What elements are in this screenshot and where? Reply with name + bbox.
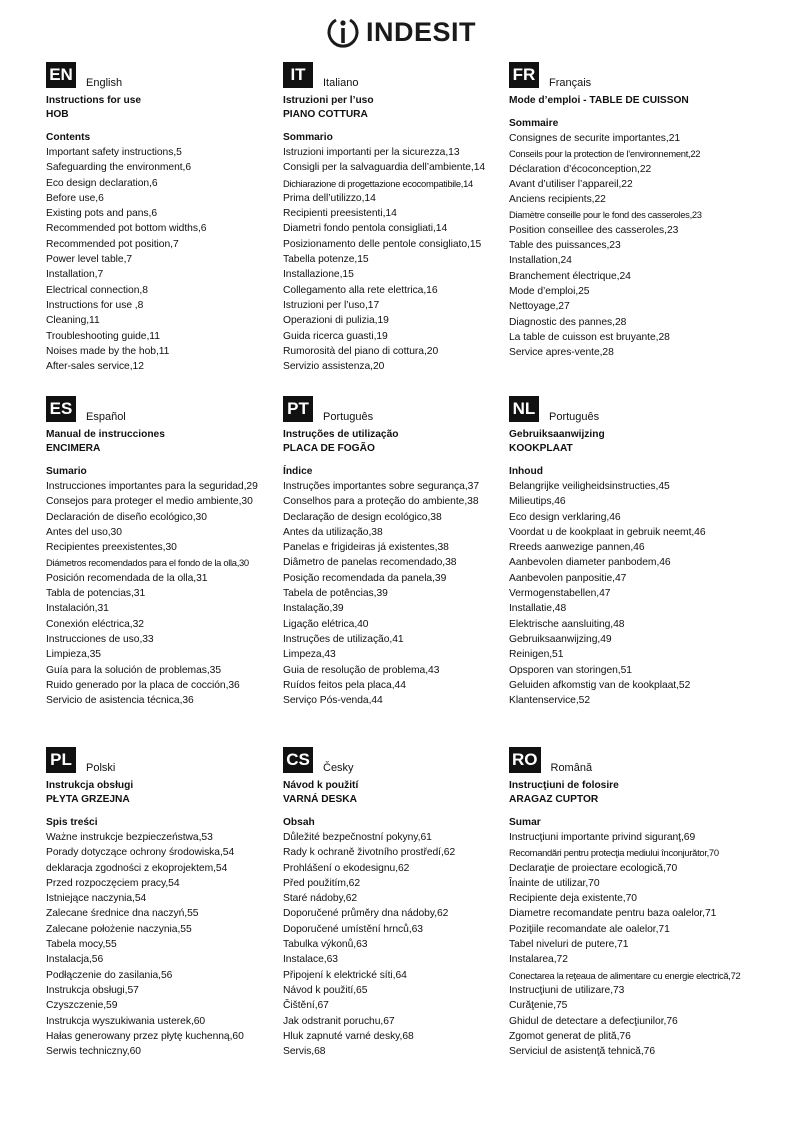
contents-item: Ruido generado por la placa de cocción,36: [46, 679, 240, 691]
contents-item: Belangrijke veiligheidsinstructies,45: [509, 481, 670, 492]
contents-item: Doporučené průměry dna nádoby,62: [283, 908, 449, 920]
language-header: [283, 394, 523, 422]
contents-item: Recipiente deja existente,70: [509, 893, 637, 905]
contents-item: Troubleshooting guide,11: [46, 330, 160, 342]
contents-item: Anciens recipients,22: [509, 194, 606, 206]
contents-heading: Índice: [283, 466, 313, 477]
contents-item: La table de cuisson est bruyante,28: [509, 331, 670, 343]
contents-list: [283, 830, 523, 1059]
contents-item: Ważne instrukcje bezpieczeństwa,53: [46, 832, 213, 843]
language-header: [283, 745, 523, 773]
contents-item: Branchement électrique,24: [509, 270, 631, 282]
contents-item: Table des puissances,23: [509, 240, 621, 252]
contents-item: Istniejące naczynia,54: [46, 893, 147, 905]
contents-item: Reinigen,51: [509, 649, 564, 661]
contents-item: Collegamento alla rete elettrica,16: [283, 284, 438, 296]
brand-logo: [0, 12, 802, 52]
contents-item: Serwis techniczny,60: [46, 1046, 141, 1058]
manual-title: Istruzioni per l’uso: [283, 95, 374, 106]
contents-item: Tabulka výkonů,63: [283, 939, 368, 951]
contents-item: Czyszczenie,59: [46, 1000, 118, 1012]
contents-item: Istruzioni importanti per la sicurezza,13: [283, 147, 460, 158]
contents-item: Diametri fondo pentola consigliati,14: [283, 223, 448, 235]
contents-item: Consigli per la salvaguardia dell’ambiente,14: [283, 162, 486, 174]
contents-item: Recommended pot bottom widths,6: [46, 223, 207, 235]
contents-item: Conselhos para a proteção do ambiente,38: [283, 496, 479, 508]
contents-heading: Spis treści: [46, 817, 98, 828]
contents-list: [509, 830, 749, 1059]
contents-item: Antes del uso,30: [46, 526, 122, 538]
contents-item: Serviço Pós-venda,44: [283, 695, 383, 707]
contents-item: Panelas e frigideiras já existentes,38: [283, 542, 449, 554]
language-header: [46, 60, 286, 88]
contents-item: Rumorosità del piano di cottura,20: [283, 345, 439, 357]
contents-heading: Sumario: [46, 466, 87, 477]
language-code-badge: NL: [509, 396, 539, 422]
contents-item: Nettoyage,27: [509, 301, 570, 313]
contents-item: Istruzioni per l’uso,17: [283, 299, 380, 311]
language-code-badge: EN: [46, 62, 76, 88]
contents-item: Dichiarazione di progettazione ecocompatibile,14: [283, 177, 473, 189]
contents-heading: Contents: [46, 132, 91, 143]
manual-subtitle: KOOKPLAAT: [509, 443, 573, 454]
contents-item: Installation,7: [46, 269, 104, 281]
contents-item: Instruções importantes sobre segurança,37: [283, 481, 479, 492]
contents-item: Conexión eléctrica,32: [46, 618, 144, 630]
language-code-badge: FR: [509, 62, 539, 88]
contents-item: Posizionamento delle pentole consigliato,15: [283, 238, 482, 250]
manual-title: Instruções de utilização: [283, 429, 399, 440]
language-header: [283, 60, 523, 88]
contents-item: Důležité bezpečnostní pokyny,61: [283, 832, 432, 843]
manual-subtitle: ENCIMERA: [46, 443, 101, 454]
contents-item: After-sales service,12: [46, 361, 144, 373]
contents-item: Gebruiksaanwijzing,49: [509, 633, 612, 645]
contents-item: Geluiden afkomstig van de kookplaat,52: [509, 679, 691, 691]
language-header: [46, 745, 286, 773]
manual-subtitle: PŁYTA GRZEJNA: [46, 794, 130, 805]
contents-item: Limpieza,35: [46, 649, 101, 661]
contents-item: Diagnostic des pannes,28: [509, 316, 627, 328]
contents-list: [46, 145, 286, 374]
contents-item: Conseils pour la protection de l’environnement,22: [509, 148, 701, 160]
language-code-badge: CS: [283, 747, 313, 773]
language-name: Česky: [323, 762, 354, 774]
contents-item: Hałas generowany przez płytę kuchenną,60: [46, 1030, 244, 1042]
section-en: [46, 60, 286, 374]
language-header: [509, 394, 749, 422]
contents-item: Elektrische aansluiting,48: [509, 618, 625, 630]
contents-item: Zalecane położenie naczynia,55: [46, 923, 192, 935]
contents-item: Instructions for use ,8: [46, 299, 144, 311]
language-name: Português: [549, 411, 600, 423]
language-name: Română: [550, 762, 593, 774]
language-code-badge: PL: [46, 747, 76, 773]
section-cs: [283, 745, 523, 1059]
contents-item: Instalacja,56: [46, 954, 104, 966]
contents-item: Declaração de design ecológico,38: [283, 511, 442, 523]
contents-item: Recomandări pentru protecţia mediului înconjurător,70: [509, 847, 719, 859]
contents-item: Posición recomendada de la olla,31: [46, 572, 208, 584]
language-name: Español: [86, 411, 126, 423]
contents-heading: Inhoud: [509, 466, 543, 477]
contents-item: Electrical connection,8: [46, 284, 148, 296]
contents-item: Safeguarding the environment,6: [46, 162, 192, 174]
contents-item: Prohlášení o ekodesignu,62: [283, 862, 410, 874]
contents-list: [283, 479, 523, 708]
language-header: [509, 60, 749, 88]
manual-title: Instrucţiuni de folosire: [509, 780, 619, 791]
manual-subtitle: PIANO COTTURA: [283, 109, 368, 120]
contents-item: Installazione,15: [283, 269, 354, 281]
contents-item: Declaraţie de proiectare ecologică,70: [509, 862, 678, 874]
contents-item: Aanbevolen diameter panbodem,46: [509, 557, 671, 569]
manual-subtitle: VARNÁ DESKA: [283, 794, 357, 805]
contents-item: Tabel niveluri de putere,71: [509, 939, 629, 951]
contents-item: Tabela de potências,39: [283, 588, 388, 600]
contents-item: Rreeds aanwezige pannen,46: [509, 542, 645, 554]
contents-item: Curăţenie,75: [509, 1000, 568, 1012]
contents-item: Aanbevolen panpositie,47: [509, 572, 627, 584]
manual-subtitle: HOB: [46, 109, 69, 120]
contents-item: Voordat u de kookplaat in gebruik neemt,46: [509, 526, 706, 538]
contents-item: Posição recomendada da panela,39: [283, 572, 447, 584]
contents-item: Cleaning,11: [46, 315, 100, 327]
contents-item: Instruções de utilização,41: [283, 633, 404, 645]
contents-item: Before use,6: [46, 192, 104, 204]
contents-item: Rady k ochraně životního prostředí,62: [283, 847, 456, 859]
contents-item: Jak odstranit poruchu,67: [283, 1015, 395, 1027]
language-name: Português: [323, 411, 374, 423]
contents-item: Installatie,48: [509, 603, 567, 615]
contents-item: Instalarea,72: [509, 954, 568, 966]
contents-item: deklaracja zgodności z ekoprojektem,54: [46, 862, 228, 874]
section-it: [283, 60, 523, 374]
contents-item: Limpeza,43: [283, 649, 336, 661]
contents-item: Serviciul de asistenţă tehnică,76: [509, 1046, 656, 1058]
contents-item: Recommended pot position,7: [46, 238, 179, 250]
contents-item: Instrukcja wyszukiwania usterek,60: [46, 1015, 206, 1027]
contents-item: Diámetros recomendados para el fondo de la olla,30: [46, 557, 249, 569]
contents-item: Recipientes preexistentes,30: [46, 542, 177, 554]
manual-title: Instrukcja obsługi: [46, 780, 134, 791]
contents-item: Guía para la solución de problemas,35: [46, 664, 222, 676]
contents-heading: Sumar: [509, 817, 541, 828]
contents-item: Declaración de diseño ecológico,30: [46, 511, 207, 523]
contents-item: Instalação,39: [283, 603, 344, 615]
contents-item: Před použitím,62: [283, 877, 361, 889]
contents-item: Existing pots and pans,6: [46, 208, 157, 220]
contents-item: Milieutips,46: [509, 496, 566, 508]
contents-item: Tabella potenze,15: [283, 254, 369, 266]
contents-item: Návod k použití,65: [283, 984, 368, 996]
contents-item: Instrucţiuni importante privind siguranţ,69: [509, 832, 696, 843]
contents-item: Déclaration d’écoconception,22: [509, 163, 652, 175]
contents-item: Înainte de utilizar,70: [509, 877, 600, 889]
brand-name: INDESIT: [365, 16, 476, 47]
contents-item: Instrucciones de uso,33: [46, 633, 154, 645]
section-fr: [509, 60, 749, 360]
section-ro: [509, 745, 749, 1059]
contents-item: Hluk zapnuté varné desky,68: [283, 1030, 414, 1042]
section-pt: [283, 394, 523, 708]
contents-item: Klantenservice,52: [509, 695, 591, 707]
contents-heading: Sommario: [283, 132, 333, 143]
contents-item: Servis,68: [283, 1046, 326, 1058]
contents-heading: Obsah: [283, 817, 315, 828]
contents-item: Poziţiile recomandate ale oalelor,71: [509, 923, 670, 935]
language-code-badge: RO: [509, 747, 541, 773]
manual-subtitle: PLACA DE FOGÃO: [283, 443, 375, 454]
contents-item: Diâmetro de panelas recomendado,38: [283, 557, 457, 569]
contents-item: Instrucciones importantes para la seguridad,29: [46, 481, 258, 492]
contents-item: Čištění,67: [283, 1000, 329, 1012]
contents-item: Tabela mocy,55: [46, 939, 117, 951]
language-code-badge: ES: [46, 396, 76, 422]
manual-title: Mode d’emploi - TABLE DE CUISSON: [509, 95, 689, 106]
contents-item: Instalación,31: [46, 603, 109, 615]
language-code-badge: PT: [283, 396, 313, 422]
contents-list: [509, 479, 749, 708]
section-pl: [46, 745, 286, 1059]
contents-heading: Sommaire: [509, 118, 559, 129]
contents-item: Zalecane średnice dna naczyń,55: [46, 908, 199, 920]
language-code-badge: IT: [283, 62, 313, 88]
contents-list: [283, 145, 523, 374]
contents-item: Instalace,63: [283, 954, 338, 966]
contents-item: Ruídos feitos pela placa,44: [283, 679, 406, 691]
contents-item: Noises made by the hob,11: [46, 345, 170, 357]
contents-list: [46, 479, 286, 708]
contents-item: Servizio assistenza,20: [283, 361, 385, 373]
contents-item: Important safety instructions,5: [46, 147, 182, 158]
contents-item: Guia de resolução de problema,43: [283, 664, 440, 676]
language-name: Italiano: [323, 77, 359, 89]
language-name: Polski: [86, 762, 116, 774]
manual-title: Návod k použití: [283, 780, 359, 791]
contents-item: Vermogenstabellen,47: [509, 588, 611, 600]
contents-item: Antes da utilização,38: [283, 526, 383, 538]
contents-list: [46, 830, 286, 1059]
contents-item: Instrukcja obsługi,57: [46, 984, 139, 996]
section-es: [46, 394, 286, 708]
contents-item: Ghidul de detectare a defecţiunilor,76: [509, 1015, 678, 1027]
contents-item: Eco design declaration,6: [46, 177, 158, 189]
language-name: Français: [549, 77, 592, 89]
contents-item: Service apres-vente,28: [509, 347, 614, 359]
contents-item: Guida ricerca guasti,19: [283, 330, 388, 342]
section-nl: [509, 394, 749, 708]
contents-item: Opsporen van storingen,51: [509, 664, 632, 676]
contents-list: [509, 131, 749, 360]
manual-subtitle: ARAGAZ CUPTOR: [509, 794, 599, 805]
manual-title: Instructions for use: [46, 95, 142, 106]
contents-item: Tabla de potencias,31: [46, 588, 146, 600]
contents-item: Ligação elétrica,40: [283, 618, 369, 630]
contents-item: Recipienti preesistenti,14: [283, 208, 397, 220]
contents-item: Instrucţiuni de utilizare,73: [509, 984, 625, 996]
contents-item: Installation,24: [509, 255, 572, 267]
contents-item: Diamètre conseille pour le fond des casseroles,23: [509, 209, 702, 221]
contents-item: Servicio de asistencia técnica,36: [46, 695, 194, 707]
contents-item: Diametre recomandate pentru baza oalelor,71: [509, 908, 717, 920]
indesit-logo-icon: [326, 15, 360, 49]
contents-item: Zgomot generat de plită,76: [509, 1030, 631, 1042]
contents-item: Consignes de securite importantes,21: [509, 133, 681, 144]
contents-item: Doporučené umístění hrnců,63: [283, 923, 423, 935]
language-header: [509, 745, 749, 773]
contents-item: Staré nádoby,62: [283, 893, 358, 905]
contents-item: Porady dotyczące ochrony środowiska,54: [46, 847, 235, 859]
contents-item: Conectarea la reţeaua de alimentare cu energie electrică,72: [509, 969, 741, 981]
contents-item: Power level table,7: [46, 254, 133, 266]
contents-item: Prima dell’utilizzo,14: [283, 192, 376, 204]
manual-title: Manual de instrucciones: [46, 429, 165, 440]
contents-item: Podłączenie do zasilania,56: [46, 969, 173, 981]
contents-item: Position conseillee des casseroles,23: [509, 224, 679, 236]
language-header: [46, 394, 286, 422]
contents-item: Eco design verklaring,46: [509, 511, 621, 523]
contents-item: Připojení k elektrické síti,64: [283, 969, 407, 981]
contents-item: Przed rozpoczęciem pracy,54: [46, 877, 180, 889]
language-name: English: [86, 77, 123, 89]
manual-title: Gebruiksaanwijzing: [509, 429, 605, 440]
contents-item: Operazioni di pulizia,19: [283, 315, 389, 327]
contents-item: Avant d’utiliser l’appareil,22: [509, 178, 633, 190]
contents-item: Mode d’emploi,25: [509, 285, 590, 297]
contents-item: Consejos para proteger el medio ambiente,30: [46, 496, 253, 508]
